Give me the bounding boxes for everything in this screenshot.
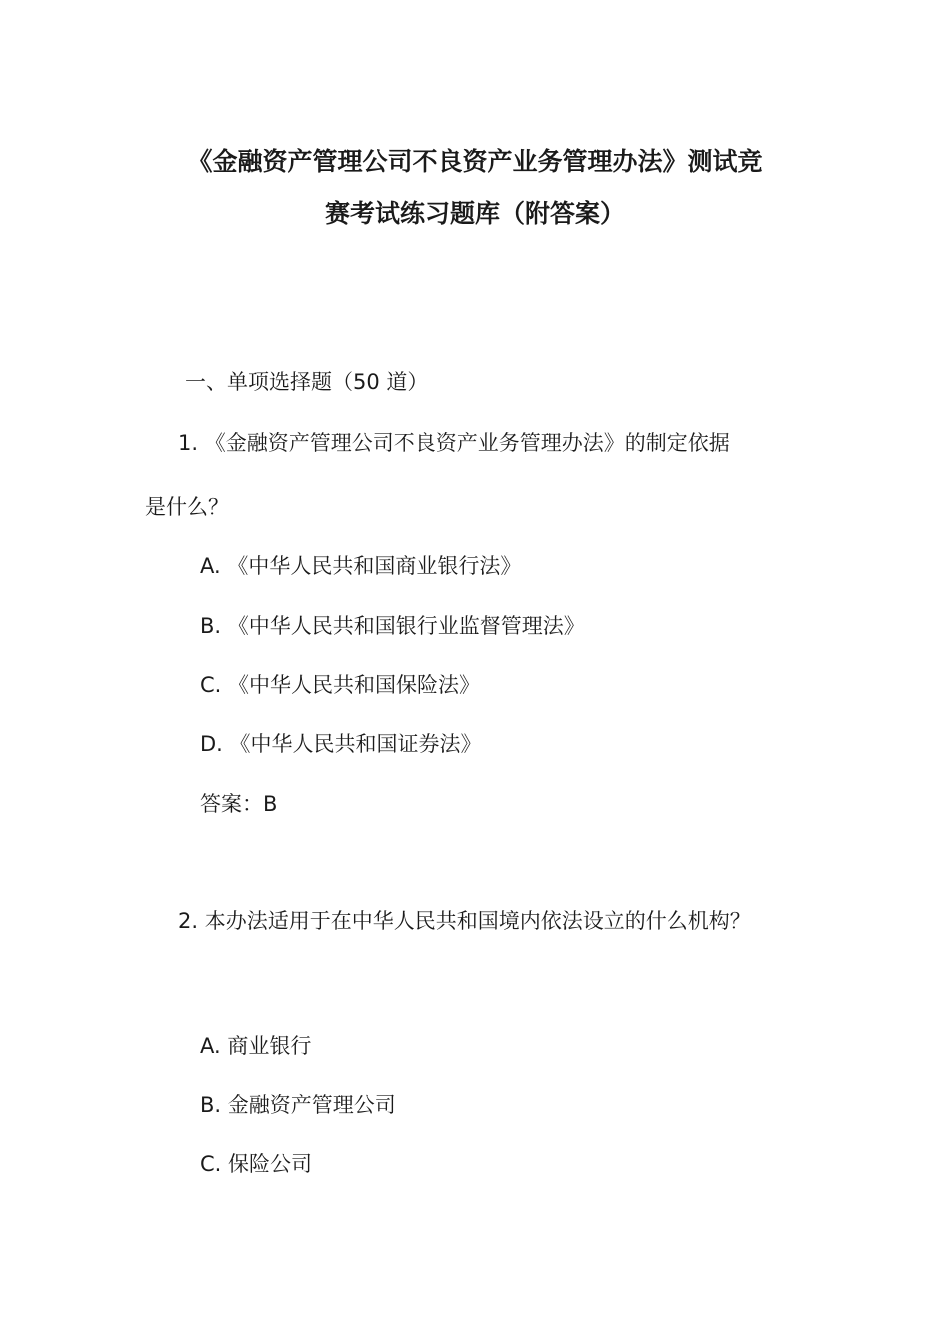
question-1-option-b: B. 《中华人民共和国银行业监督管理法》 <box>200 614 585 638</box>
section-heading: 一、单项选择题（50 道） <box>185 370 429 394</box>
question-2-option-a: A. 商业银行 <box>200 1034 312 1058</box>
question-1-stem-line-1: 1. 《金融资产管理公司不良资产业务管理办法》的制定依据 <box>178 431 730 455</box>
title-line-2: 赛考试练习题库（附答案） <box>324 199 625 228</box>
question-1-answer: 答案：B <box>200 792 278 816</box>
question-1-option-a: A. 《中华人民共和国商业银行法》 <box>200 554 522 578</box>
question-1-stem-line-2: 是什么？ <box>145 495 229 519</box>
question-2-stem: 2. 本办法适用于在中华人民共和国境内依法设立的什么机构？ <box>178 909 751 933</box>
question-1-option-d: D. 《中华人民共和国证券法》 <box>200 732 482 756</box>
title-line-1: 《金融资产管理公司不良资产业务管理办法》测试竞 <box>187 147 763 176</box>
document-title <box>140 136 810 240</box>
question-1-option-c: C. 《中华人民共和国保险法》 <box>200 673 481 697</box>
question-2-option-c: C. 保险公司 <box>200 1152 313 1176</box>
question-2-option-b: B. 金融资产管理公司 <box>200 1093 396 1117</box>
